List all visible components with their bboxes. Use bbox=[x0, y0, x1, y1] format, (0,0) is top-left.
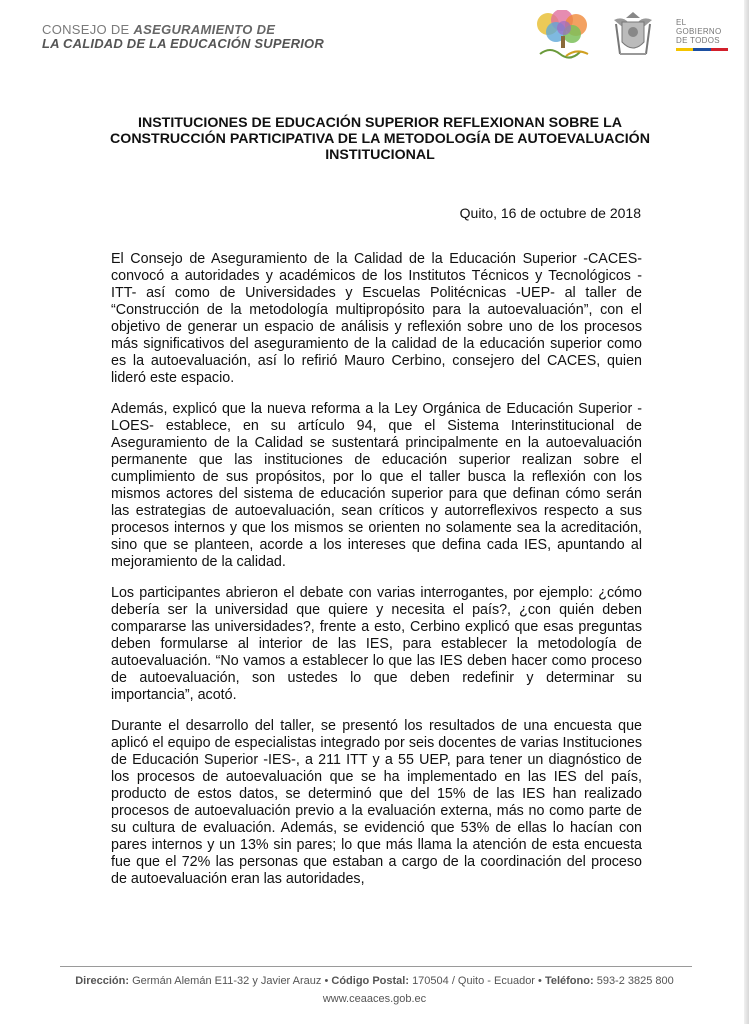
caces-logo bbox=[42, 22, 324, 51]
flag-stripe bbox=[676, 48, 728, 51]
footer-divider bbox=[60, 966, 692, 967]
flag-red bbox=[711, 48, 728, 51]
paragraph-1: El Consejo de Aseguramiento de la Calidad de la Educación Superior -CACES- convocó a autoridades y académicos de los Institutos Técnicos y Tecnológicos -ITT- así como de Universidades y Escuelas Politécnicas -UEP- al taller de “Construcción de la metodología multipropósito para la autoevaluación”, con el objetivo de generar un espacio de análisis y reflexión sobre uno de los procesos más significativos del aseguramiento de la calidad de la educación superior como es la autoevaluación, así lo refirió Mauro Cerbino, consejero del CACES, quien lideró este espacio. bbox=[111, 251, 642, 386]
paragraph-3: Los participantes abrieron el debate con varias interrogantes, por ejemplo: ¿cómo debería ser la universidad que quiere y necesita el país?, ¿con quién deben compararse las universidades?, frente a esto, Cerbino explicó que esas preguntas deben formularse al interior de las IES, para establecer la metodología de autoevaluación. “No vamos a establecer lo que las IES deben hacer como proceso de autoevaluación, son ustedes lo que deben redefinir y determinar su importancia”, acotó. bbox=[111, 585, 642, 703]
flag-yellow bbox=[676, 48, 693, 51]
page-edge bbox=[744, 0, 749, 1024]
paragraph-2: Además, explicó que la nueva reforma a la Ley Orgánica de Educación Superior -LOES- establece, en su artículo 94, que el Sistema Interinstitucional de Aseguramiento de la Calidad se sustentará principalmente en la autoevaluación permanente que las instituciones de educación superior realizan sobre el cumplimiento de sus propósitos, por lo que el taller busca la reflexión con los mismos actores del sistema de educación superior para que definan cómo serán las estrategias de autoevaluación, sean críticos y autorreflexivos respecto a sus procesos internos y que los mismos se orienten no solamente sea la acreditación, sino que se planteen, acorde a los intereses que defina cada IES, apuntando al mejoramiento de la calidad. bbox=[111, 401, 642, 570]
document-title: INSTITUCIONES DE EDUCACIÓN SUPERIOR REFLEXIONAN SOBRE LA CONSTRUCCIÓN PARTICIPATIVA DE LA METODOLOGÍA DE AUTOEVALUACIÓN INSTITUCIONAL bbox=[110, 115, 650, 163]
coat-of-arms-icon bbox=[608, 10, 658, 62]
paragraph-4: Durante el desarrollo del taller, se presentó los resultados de una encuesta que aplicó el equipo de especialistas integrado por seis docentes de varias Instituciones de Educación Superior -IES-, a 211 ITT y a 55 UEP, para tener un diagnóstico de los procesos de autoevaluación que se ha implementado en las IES del país, producto de estos datos, se determinó que del 15% de las IES han realizado procesos de autoevaluación previo a la evaluación externa, más no como parte de su cultura de evaluación. Además, se evidenció que 53% de ellas lo hacían con pares internos y un 13% sin pares; lo que más llama la atención de esta encuesta fue que el 72% las personas que estaban a cargo de la coordinación del proceso de autoevaluación eran las autoridades, bbox=[111, 718, 642, 887]
document-date: Quito, 16 de octubre de 2018 bbox=[459, 205, 641, 221]
flag-blue bbox=[693, 48, 710, 51]
gov-line3: DE TODOS bbox=[676, 36, 720, 45]
org-name-line2: LA CALIDAD DE LA EDUCACIÓN SUPERIOR bbox=[42, 36, 324, 51]
gov-line2: GOBIERNO bbox=[676, 27, 722, 36]
footer-address: Dirección: Germán Alemán E11-32 y Javier Arauz • Código Postal: 170504 / Quito - Ecuador • Teléfono: 593-2 3825 800 bbox=[75, 975, 674, 987]
footer-website[interactable]: www.ceaaces.gob.ec bbox=[322, 993, 427, 1005]
org-name-line1: CONSEJO DE ASEGURAMIENTO DE bbox=[42, 22, 276, 37]
tree-logo-icon bbox=[526, 10, 600, 60]
gov-line1: EL bbox=[676, 18, 687, 27]
government-logo bbox=[676, 18, 736, 51]
document-body bbox=[111, 251, 642, 902]
